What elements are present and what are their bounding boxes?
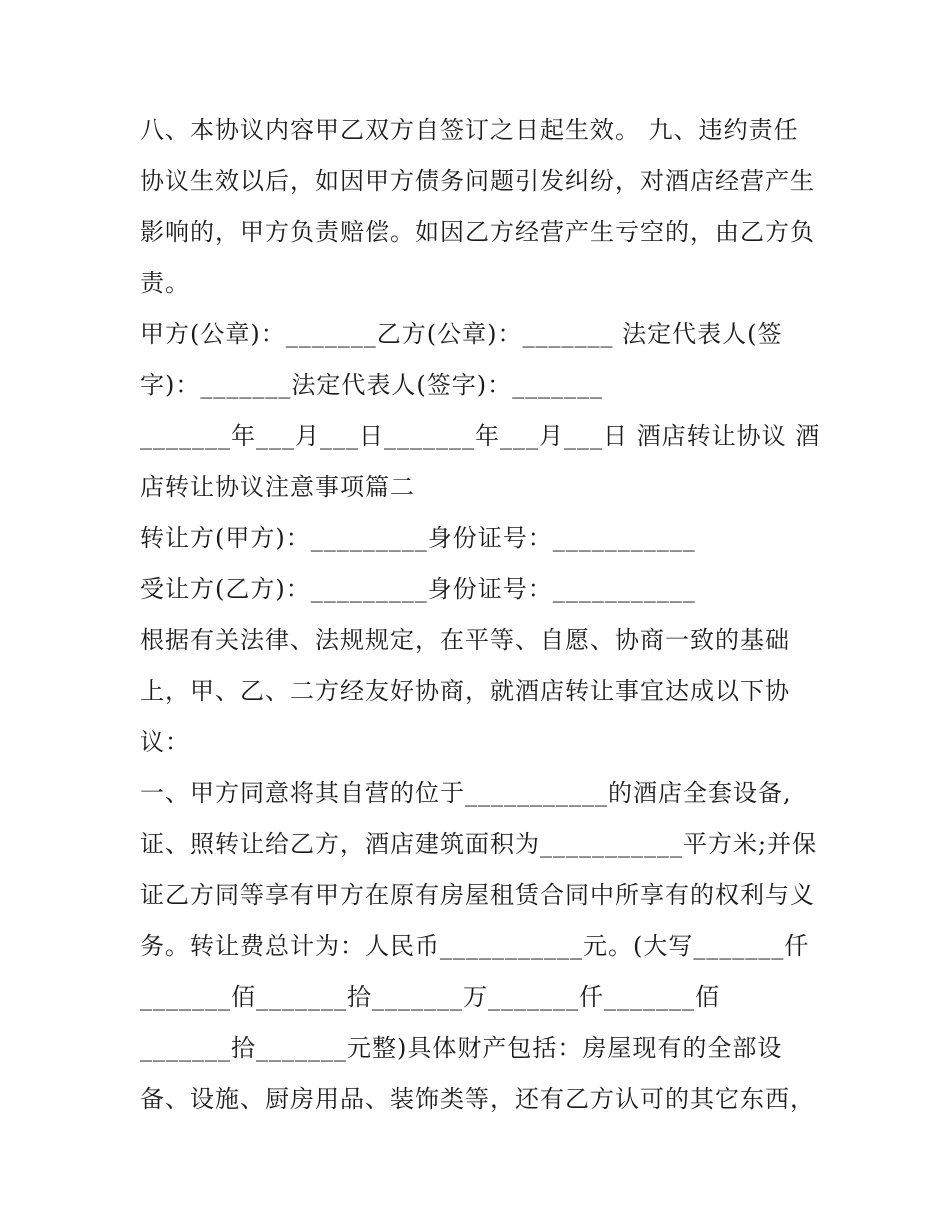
clause-line: 一、甲方同意将其自营的位于___________的酒店全套设备, [140,779,792,807]
text-line: 备、设施、厨房用品、装饰类等，还有乙方认可的其它东西， [140,1085,815,1113]
text-line: 根据有关法律、法规规定，在平等、自愿、协商一致的基础 [140,626,790,654]
clause-line: 证乙方同等享有甲方在原有房屋租赁合同中所享有的权利与义 [140,881,815,909]
signature-line: 字)：_______法定代表人(签字)：_______ [140,371,604,399]
text-line: 上，甲、乙、二方经友好协商，就酒店转让事宜达成以下协 [140,677,790,705]
party-b-line: 受让方(乙方)：_________身份证号：___________ [140,575,696,603]
clause-line: 证、照转让给乙方，酒店建筑面积为___________平方米;并保 [140,830,818,858]
section-title: 店转让协议注意事项篇二 [140,473,415,501]
party-a-line: 转让方(甲方)：_________身份证号：___________ [140,524,696,552]
fee-line: _______佰_______拾_______万_______仟_______佰 [140,983,720,1011]
text-line: 责。 [140,269,190,297]
date-line: _______年___月___日_______年___月___日 酒店转让协议 酒 [140,422,820,450]
text-line: 议： [140,728,190,756]
text-line: 八、本协议内容甲乙双方自签订之日起生效。 九、违约责任 [140,116,799,144]
text-line: 协议生效以后，如因甲方债务问题引发纠纷，对酒店经营产生 [140,167,815,195]
fee-line: _______拾_______元整)具体财产包括：房屋现有的全部设 [140,1034,783,1062]
fee-line: 务。转让费总计为：人民币___________元。(大写_______仟 [140,932,810,960]
text-line: 影响的，甲方负责赔偿。如因乙方经营产生亏空的，由乙方负 [140,218,815,246]
signature-line: 甲方(公章)：_______乙方(公章)：_______ 法定代表人(签 [140,320,783,348]
